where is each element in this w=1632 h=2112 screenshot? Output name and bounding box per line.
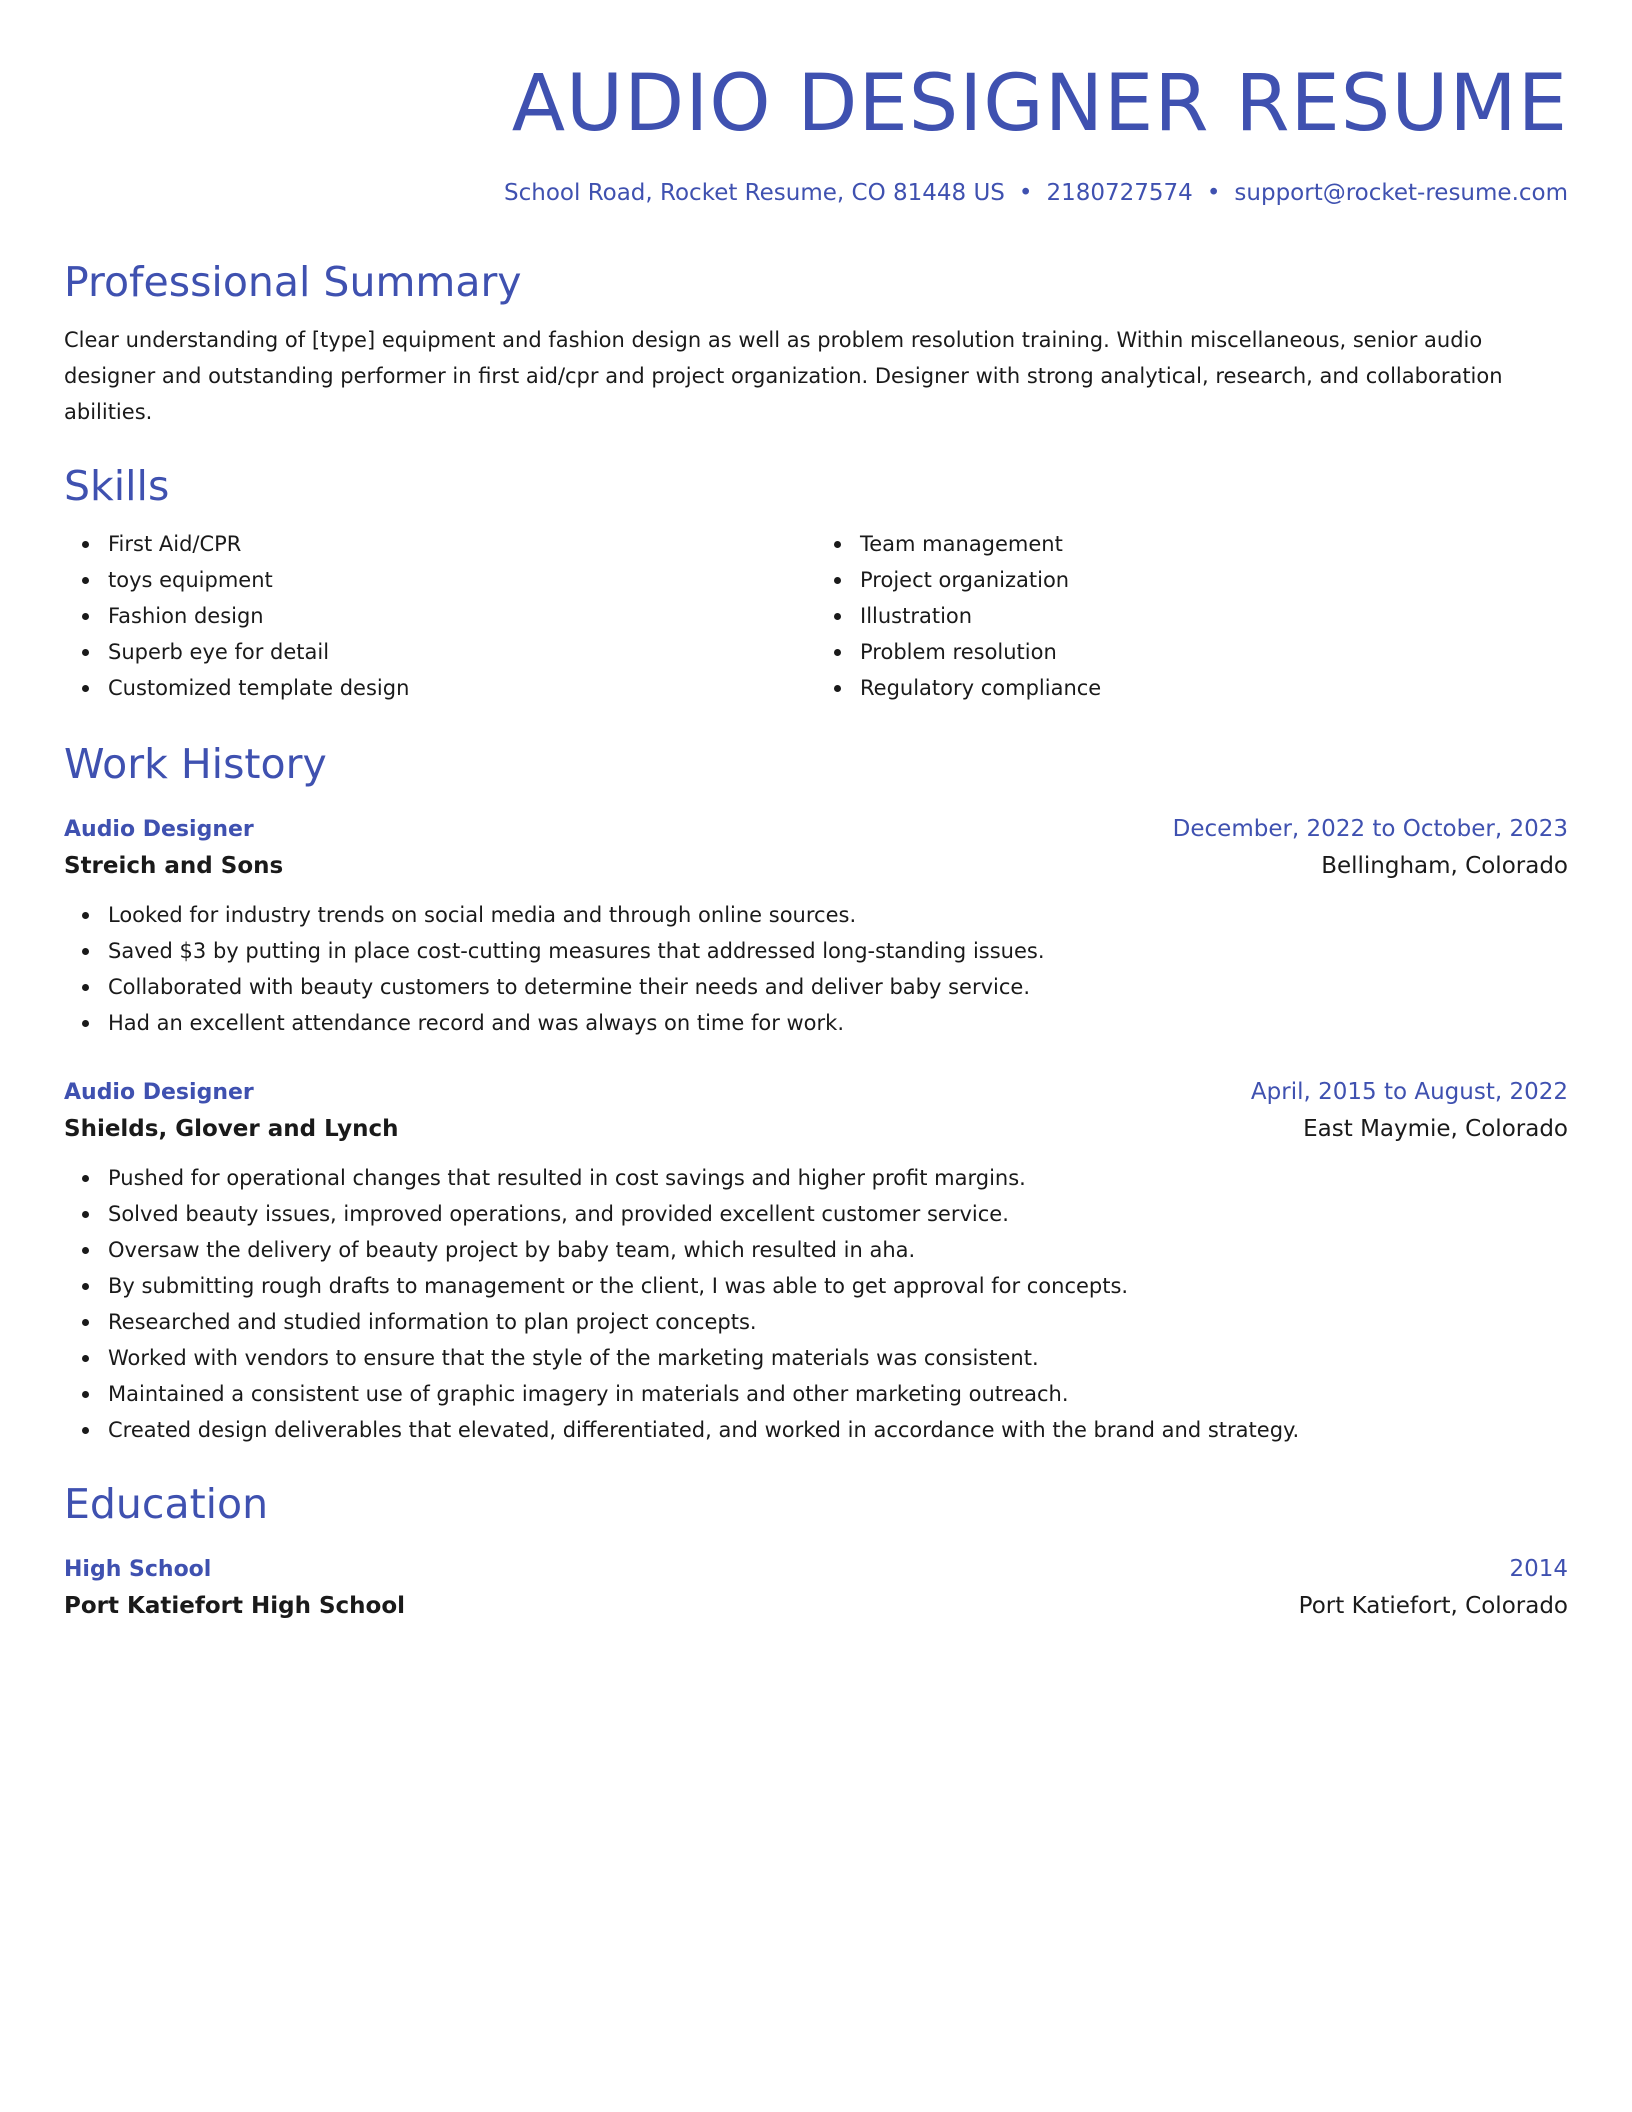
job-employer-row: [64, 1110, 1568, 1148]
skill-item: Regulatory compliance: [860, 670, 1568, 706]
education-entry: [64, 1552, 1568, 1625]
job-bullet: Researched and studied information to plan project concepts.: [108, 1304, 1568, 1340]
skill-item: Fashion design: [108, 598, 816, 634]
education-title: Education: [64, 1480, 269, 1528]
skill-item: Customized template design: [108, 670, 816, 706]
skill-item: Project organization: [860, 562, 1568, 598]
skill-item: toys equipment: [108, 562, 816, 598]
education-year: 2014: [1509, 1556, 1568, 1582]
skills-title: Skills: [64, 462, 170, 510]
resume-header: [64, 56, 1568, 208]
contact-line: [64, 178, 1568, 208]
job-bullet: Saved $3 by putting in place cost-cutting measures that addressed long-standing issues.: [108, 933, 1568, 969]
job-bullet: Created design deliverables that elevated, differentiated, and worked in accordance with the brand and strategy.: [108, 1412, 1568, 1448]
job-bullet: Oversaw the delivery of beauty project by baby team, which resulted in aha.: [108, 1232, 1568, 1268]
summary-title: Professional Summary: [64, 258, 522, 306]
job-bullet: Looked for industry trends on social media and through online sources.: [108, 897, 1568, 933]
education-heading-row: [64, 1552, 1568, 1587]
skill-item: Team management: [860, 526, 1568, 562]
skills-left-column: [64, 526, 816, 706]
resume-name: AUDIO DESIGNER RESUME: [511, 59, 1568, 149]
job-employer: Streich and Sons: [64, 853, 284, 879]
job-bullets: [64, 1160, 1568, 1448]
job-bullet: Collaborated with beauty customers to determine their needs and deliver baby service.: [108, 969, 1568, 1005]
job-title: Audio Designer: [64, 817, 254, 842]
skill-item: First Aid/CPR: [108, 526, 816, 562]
job-bullet: Pushed for operational changes that resulted in cost savings and higher profit margins.: [108, 1160, 1568, 1196]
education-section: [64, 1478, 1568, 1625]
job-bullets: [64, 897, 1568, 1041]
work-history-section: [64, 738, 1568, 1448]
skills-section: [64, 460, 1568, 706]
job-bullet: Maintained a consistent use of graphic imagery in materials and other marketing outreach.: [108, 1376, 1568, 1412]
skills-right-column: [816, 526, 1568, 706]
job-bullet: By submitting rough drafts to management or the client, I was able to get approval for concepts.: [108, 1268, 1568, 1304]
skill-item: Illustration: [860, 598, 1568, 634]
skill-item: Superb eye for detail: [108, 634, 816, 670]
summary-section: [64, 256, 1568, 430]
work-history-title: Work History: [64, 740, 327, 788]
job-bullet: Solved beauty issues, improved operations, and provided excellent customer service.: [108, 1196, 1568, 1232]
skill-item: Problem resolution: [860, 634, 1568, 670]
contact-address: School Road, Rocket Resume, CO 81448 US: [504, 180, 1005, 206]
job-location: East Maymie, Colorado: [1303, 1116, 1568, 1142]
job-title: Audio Designer: [64, 1080, 254, 1105]
job-dates: December, 2022 to October, 2023: [1172, 816, 1568, 842]
job-entry: [64, 1075, 1568, 1448]
contact-separator: •: [1206, 180, 1221, 206]
job-entry: [64, 812, 1568, 1041]
job-bullet: Worked with vendors to ensure that the style of the marketing materials was consistent.: [108, 1340, 1568, 1376]
skills-grid: [64, 526, 1568, 706]
job-employer-row: [64, 847, 1568, 885]
education-degree: High School: [64, 1557, 212, 1582]
contact-email: support@rocket-resume.com: [1234, 180, 1568, 206]
contact-phone: 2180727574: [1046, 180, 1193, 206]
contact-separator: •: [1018, 180, 1033, 206]
job-bullet: Had an excellent attendance record and was always on time for work.: [108, 1005, 1568, 1041]
summary-text: Clear understanding of [type] equipment and fashion design as well as problem resolution training. Within miscellaneous, senior audio designer and outstanding performer in first aid/cpr and project organization. Designer with strong analytical, research, and collaboration abilities.: [64, 328, 1503, 424]
job-heading-row: [64, 812, 1568, 847]
education-school-row: [64, 1587, 1568, 1625]
education-location: Port Katiefort, Colorado: [1298, 1593, 1568, 1619]
education-school: Port Katiefort High School: [64, 1593, 406, 1619]
job-dates: April, 2015 to August, 2022: [1250, 1079, 1568, 1105]
job-location: Bellingham, Colorado: [1321, 853, 1568, 879]
job-heading-row: [64, 1075, 1568, 1110]
job-employer: Shields, Glover and Lynch: [64, 1116, 399, 1142]
